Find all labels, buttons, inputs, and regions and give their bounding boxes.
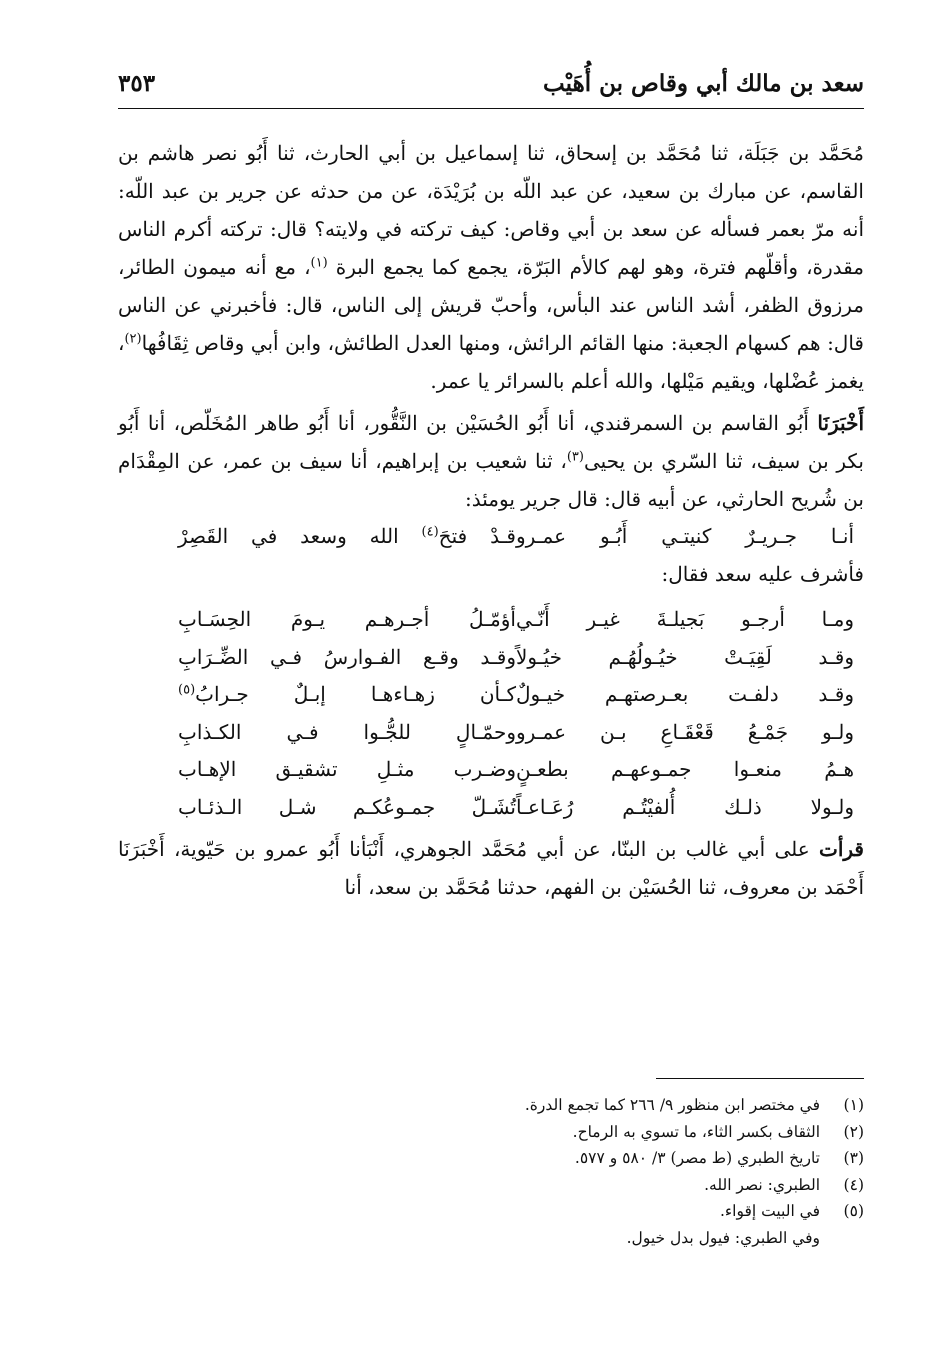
- footnote-ref-1: (١): [310, 255, 328, 271]
- footnote-text: الثقاف بكسر الثاء، ما تسوي به الرماح.: [572, 1122, 820, 1141]
- footnote: [118, 1145, 864, 1172]
- poem-verse: [118, 751, 864, 789]
- poem-verse: [118, 676, 864, 714]
- poem-saad: [118, 601, 864, 826]
- footnote-text: الطبري: نصر الله.: [704, 1175, 820, 1194]
- paragraph-jarir-report: [118, 134, 864, 400]
- paragraph-saad-reply: فأشرف عليه سعد فقال:: [661, 562, 864, 586]
- verse-second-hemistich: تُشَـلّ جمـوعُكـم شـل الـذئـاب: [178, 794, 516, 819]
- main-text: [118, 134, 864, 906]
- verse-first-hemistich: هـمُ منعـوا جمـوعهـم بطعـنٍ: [516, 757, 854, 781]
- verse-second-hemistich: أؤمّـلُ أجـرهـم يـومَ الحِسَـابِ: [178, 607, 516, 631]
- text-run: ، يغمز عُضْلها، ويقيم مَيْلها، والله أعلم بالسرائر يا عمر.: [118, 331, 864, 393]
- paragraph-isnad-banna: [118, 830, 864, 906]
- text-run: ، ثنا شعيب بن إبراهيم، أنا سيف بن عمر، عن المِقْدَام بن شُريح الحارثي، عن أبيه قال: قال جرير يومئذ:: [118, 449, 864, 511]
- footnote: [118, 1225, 864, 1252]
- footnote-ref-5: (٥): [178, 682, 196, 698]
- footnotes: [118, 1092, 864, 1251]
- poem-verse: [118, 518, 864, 555]
- lead-word: قرأت: [819, 837, 864, 861]
- text-run: ، مع أنه ميمون الطائر، مرزوق الظفر، أشد الناس عند البأس، وأحبّ قريش إلى الناس، قال: فأخبرني عن الناس قال: هم كسهام الجعبة: منها القائم الرائش، ومنها العدل الطائش، وابن أبي وقاص ثِقَافُها: [118, 255, 864, 355]
- footnote-rule: [656, 1078, 864, 1079]
- footnote-number: (٢): [843, 1122, 864, 1141]
- poem-verse: [118, 639, 864, 677]
- verse-second-hemistich: كـأن زهـاءهـا إبـلٌ جـرابُ$^{(٥)}$: [178, 682, 516, 706]
- poem-verse: [118, 601, 864, 639]
- verse-first-hemistich: وقـد دلفـت بعـرصتهـم خيـولٌ: [516, 682, 854, 706]
- verse-first-hemistich: ومـا أرجـو بَجيلـةَ غيـر أَنّـي: [516, 607, 854, 631]
- footnote-number: (١): [843, 1096, 864, 1114]
- header-rule: [118, 108, 864, 109]
- footnote-ref-3: (٣): [566, 449, 584, 465]
- footnote-number: (٥): [843, 1202, 864, 1220]
- footnote-number: (٤): [843, 1175, 864, 1194]
- verse-second-hemistich: قـدْ فتحَ$^{(٤)}$ الله وسعد في القَصِرْ: [178, 524, 516, 548]
- footnote-ref-4: (٤): [421, 524, 439, 540]
- page-number: ٣٥٣: [118, 69, 156, 97]
- footnote-number: (٣): [843, 1149, 864, 1167]
- footnote: [118, 1092, 864, 1119]
- text-run: على أبي غالب بن البنّا، عن أبي مُحَمَّد الجوهري، أَنْبَأنا أَبُو عمرو بن حَيّوية، أَخْبَرَنَا أَحْمَد بن معروف، ثنا الحُسَيْن بن الفهم، حدثنا مُحَمَّد بن سعد، أنا: [118, 837, 864, 899]
- verse-first-hemistich: ولـو جَمْـعُ قَعْقَـاعِ بـن عمـرو: [516, 719, 854, 744]
- verse-second-hemistich: وحمّـالٍ للجُّـوا فـي الكـذابِ: [178, 719, 516, 744]
- paragraph-isnad-samarqandi: [118, 404, 864, 518]
- footnote-text: في مختصر ابن منظور ٩/ ٢٦٦ كما تجمع الدرة.: [524, 1096, 820, 1114]
- text-run: أَبُو القاسم بن السمرقندي، أنا أَبُو الحُسَيْن بن النَّقُّور، أنا أَبُو طاهر المُخَلّص، أنا أَبُو بكر بن سيف، ثنا السّري بن يحيى: [118, 411, 864, 473]
- footnote-text: تاريخ الطبري (ط مصر) ٣/ ٥٨٠ و ٥٧٧.: [574, 1149, 820, 1167]
- footnote: [118, 1119, 864, 1146]
- footnote: [118, 1172, 864, 1199]
- poem-jarir: [118, 518, 864, 555]
- footnote-text: وفي الطبري: فيول بدل خيول.: [626, 1228, 820, 1247]
- verse-first-hemistich: ولـولا ذلـك أُلفيْتُـم رُعَـاعـاً: [516, 794, 854, 819]
- chapter-title: سعد بن مالك أبي وقاص بن أُهَيْب: [543, 69, 864, 97]
- footnote-text: في البيت إقواء.: [719, 1202, 820, 1220]
- running-header: [118, 62, 864, 104]
- lead-word: أَخْبَرَنَا: [817, 411, 864, 435]
- footnote: [118, 1198, 864, 1225]
- verse-second-hemistich: وضـرب مثـلِ تشقيـق الإهـاب: [178, 757, 516, 781]
- poem-verse: [118, 789, 864, 827]
- footnote-ref-2: (٢): [124, 331, 142, 347]
- text-run: مُحَمَّد بن جَبَلَة، ثنا مُحَمَّد بن إسحاق، ثنا إسماعيل بن أبي الحارث، ثنا أَبُو نصر هاشم بن القاسم، عن مبارك بن سعيد، عن عبد اللّه بن بُرَيْدَة، عن من حدثه عن جرير بن عبد اللّه: أنه مرّ بعمر فسأله عن سعد بن أبي وقاص: كيف تركته في ولايته؟ قال: تركته أكرم الناس مقدرة، وأقلّهم فترة، وهو لهم كالأم البَرّة، يجمع كما يجمع البرة: [118, 141, 865, 279]
- poem-verse: [118, 714, 864, 752]
- verse-first-hemistich: أنـا جـريـرٌ كنيتـي أَبُـو عمـرو: [516, 524, 854, 548]
- verse-second-hemistich: وقـد وقـع الفـوارسُ فـي الضِّـرَابِ: [178, 644, 516, 669]
- verse-first-hemistich: وقـد لَقِيَـتْ خيُـولُهُـم خيُـولاً: [516, 644, 854, 669]
